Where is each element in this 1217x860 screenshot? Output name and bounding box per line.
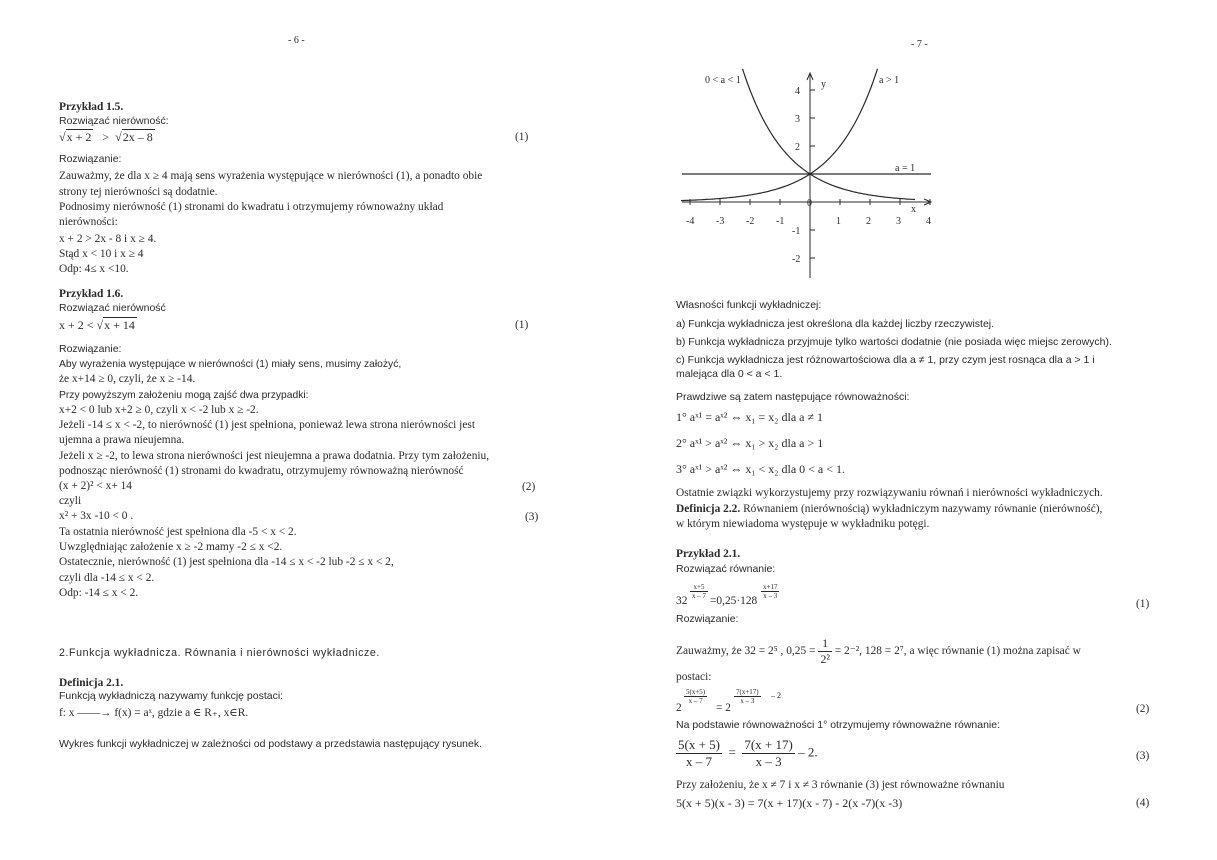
y-tick-label: 3 (795, 114, 800, 125)
text-line: Funkcją wykładniczą nazywamy funkcję postaci: (59, 690, 284, 702)
curve-a-greater-1 (681, 69, 878, 201)
solution-label: Rozwiązanie: (676, 613, 739, 625)
text-line: x + 2 > 2x - 8 i x ≥ 4. (59, 233, 157, 245)
solution-label: Rozwiązanie: (59, 153, 122, 165)
text-line: nierówności: (59, 216, 118, 228)
equation-number: (2) (522, 481, 536, 493)
task-text: Rozwiązać nierówność: (59, 115, 169, 127)
fraction-one-over-two-squared: $\frac{1}{\text{2²}}$ (820, 636, 830, 666)
sqrt-right: 2x – 8 (122, 130, 153, 144)
equation-number: (1) (515, 131, 529, 143)
property-c-cont: malejąca dla 0 < a < 1. (676, 368, 783, 380)
text-line: x+2 < 0 lub x+2 ≥ 0, czyli x < -2 lub x ≥ -2. (59, 404, 259, 416)
definition-text-cont: w którym niewiadoma występuje w wykładniku potęgi. (676, 518, 930, 530)
example-title: Przykład 2.1. (676, 548, 741, 560)
text-line: Jeżeli -14 ≤ x < -2, to nierówność (1) jest spełniona, ponieważ lewa strona nierówności jest (59, 419, 475, 431)
property-a: a) Funkcja wykładnicza jest określona dla każdej liczby rzeczywistej. (676, 318, 995, 330)
text-line: czyli (59, 495, 82, 507)
equation-4: 5(x + 5)(x - 3) = 7(x + 17)(x - 7) - 2(x -7)(x -3) (676, 796, 903, 810)
example-title: Przykład 1.6. (59, 288, 124, 300)
equation-3: x² + 3x -10 < 0 . (59, 510, 134, 522)
equation-middle: =0,25·128 (710, 595, 758, 607)
fraction-left: $\frac{5(x + 5)}{x - 7}$ (678, 737, 720, 769)
y-tick-label: 4 (795, 86, 800, 97)
text-line: Zauważmy, że dla x ≥ 4 mają sens wyrażenia występujące w nierówności (1), a ponadto obie (59, 170, 483, 182)
text-line: Stąd x < 10 i x ≥ 4 (59, 248, 144, 260)
example-title: Przykład 1.5. (59, 101, 124, 113)
exponential-graph (676, 66, 941, 281)
text-line: Ta ostatnia nierówność jest spełniona dla -5 < x < 2. (59, 526, 297, 538)
inequality-left: x + 2 < (59, 318, 94, 332)
text-line: czyli dla -14 ≤ x < 2. (59, 572, 155, 584)
equation-number: (1) (1136, 598, 1150, 610)
text-line: Jeżeli x ≥ -2, to lewa strona nierówności jest nieujemna a prawa dodatnia. Przy tym założeniu, (59, 450, 490, 462)
task-text: Rozwiązać nierówność (59, 302, 166, 314)
exponent-1: $\frac{x+5}{x - 7}$ (692, 583, 706, 600)
text-line: Uwzględniając założenie x ≥ -2 mamy -2 ≤ x <2. (59, 541, 283, 553)
text-line: postaci: (676, 671, 712, 683)
task-text: Rozwiązać równanie: (676, 563, 776, 575)
page-number-left: - 6 - (288, 35, 305, 46)
x-tick-label: 1 (836, 216, 841, 227)
x-tick-label: 2 (866, 216, 871, 227)
inequality-1: √x + 2 > √2x – 8 (59, 130, 153, 144)
text-line: podnosząc nierówność (1) stronami do kwadratu, otrzymujemy równoważną nierówność (59, 465, 464, 477)
x-tick-label: -3 (716, 216, 725, 227)
solution-label: Rozwiązanie: (59, 343, 122, 355)
exponent-2: $\frac{7(x+17)}{x - 3}$ (736, 688, 759, 705)
equation-number: (3) (1136, 750, 1150, 762)
text-line: strony tej nierówności są dodatnie. (59, 186, 218, 198)
base-32: 32 (676, 595, 688, 607)
x-tick-label: -1 (776, 216, 785, 227)
equivalence-3: 3° aˣ¹ > aˣ² ⇔ x₁ < x₂ dla 0 < a < 1. (676, 462, 846, 476)
y-tick-label: -2 (792, 254, 801, 265)
properties-title: Własności funkcji wykładniczej: (676, 299, 822, 311)
y-tick-label: 2 (795, 142, 800, 153)
exponent-1: $\frac{5(x+5)}{x - 7}$ (686, 688, 706, 705)
text-line: Na podstawie równoważności 1° otrzymujemy równoważne równanie: (676, 719, 1001, 731)
equivalence-1: 1° aˣ¹ = aˣ² ⇔ x₁ = x₂ dla a ≠ 1 (676, 410, 824, 424)
text-line: Przy założeniu, że x ≠ 7 i x ≠ 3 równanie (3) jest równoważne równaniu (676, 779, 1005, 791)
notice-text: = 2⁻², 128 = 2⁷, a więc równanie (1) można zapisać w (834, 645, 1081, 658)
text-line: Aby wyrażenia występujące w nierówności (1) miały sens, musimy założyć, (59, 359, 402, 370)
definition-title: Definicja 2.1. (59, 677, 124, 689)
base-2: 2 (676, 702, 682, 714)
notice-text: Zauważmy, że 32 = 2⁵ , 0,25 = (676, 645, 816, 658)
equation-number: (3) (525, 511, 539, 523)
equation-2: (x + 2)² < x+ 14 (59, 480, 132, 492)
equivalences-title: Prawdziwe są zatem następujące równoważności: (676, 391, 910, 403)
page-number-right: - 7 - (911, 39, 928, 50)
definition-title: Definicja 2.2. (676, 503, 741, 515)
notice-line (676, 636, 1081, 667)
text-line: Wykres funkcji wykładniczej w zależności od podstawy a przedstawia następujący rysunek. (59, 738, 483, 750)
x-tick-label: -4 (686, 216, 695, 227)
label-a-gt-1: a > 1 (879, 75, 900, 86)
exponent-2: $\frac{x+17}{x - 3}$ (763, 583, 778, 600)
inequality-1: x + 2 < √x + 14 (59, 318, 135, 332)
text-line: Podnosimy nierówność (1) stronami do kwadratu i otrzymujemy równoważny układ (59, 201, 444, 213)
text-line: Przy powyższym założeniu mogą zajść dwa przypadki: (59, 390, 309, 401)
equation-number: (4) (1136, 797, 1150, 809)
property-c: c) Funkcja wykładnicza jest różnowartościowa dla a ≠ 1, przy czym jest rosnąca dla a > 1 i (676, 354, 1095, 366)
y-tick-label: -1 (792, 226, 801, 237)
text-line: Ostatnie związki wykorzystujemy przy rozwiązywaniu równań i nierówności wykładniczych. (676, 487, 1103, 499)
equation-3: $\frac{5(x + 5)}{x - 7}$ = $\frac{7(x + 17)}{x - 3}$ – 2. (678, 737, 818, 769)
text-line: Odp: -14 ≤ x < 2. (59, 587, 139, 599)
equation-number: (2) (1136, 703, 1150, 715)
x-tick-label: 3 (896, 216, 901, 227)
text-line: ujemna a prawa nieujemna. (59, 434, 185, 446)
equals-2: = 2 (716, 702, 731, 714)
sqrt-right: x + 14 (104, 318, 135, 332)
exponent-tail: – 2 (771, 691, 781, 700)
curve-a-less-1 (743, 69, 916, 200)
x-tick-label: -2 (746, 216, 755, 227)
text-line: Ostatecznie, nierówność (1) jest spełniona dla -14 ≤ x < -2 lub -2 ≤ x < 2, (59, 556, 394, 568)
label-0-lt-a-lt-1: 0 < a < 1 (705, 75, 741, 86)
sqrt-left: x + 2 (66, 130, 92, 144)
section-heading: 2.Funkcja wykładnicza. Równania i nierówności wykładnicze. (59, 647, 380, 659)
equation-tail: – 2. (798, 744, 818, 760)
inequality-operator: > (102, 130, 110, 144)
property-b: b) Funkcja wykładnicza przyjmuje tylko wartości dodatnie (nie posiada więc miejsc zerowych). (676, 336, 1112, 348)
text-line: że x+14 ≥ 0, czyli, że x ≥ -14. (59, 373, 196, 385)
equivalence-2: 2° aˣ¹ > aˣ² ⇔ x₁ > x₂ dla a > 1 (676, 436, 824, 450)
x-tick-label: 0 (807, 198, 812, 209)
x-tick-label: 4 (926, 216, 931, 227)
definition-text: Równaniem (nierównością) wykładniczym nazywamy równanie (nierówność), (740, 503, 1103, 515)
text-line: Odp: 4≤ x <10. (59, 263, 129, 275)
text-line: f: x ——→ f(x) = aˣ, gdzie a ∈ R₊, x∈R. (59, 707, 249, 719)
definition-2-2 (676, 503, 1102, 516)
label-a-equals-1: a = 1 (895, 163, 916, 174)
y-axis-label: y (821, 79, 826, 90)
equation-number: (1) (515, 319, 529, 331)
x-axis-label: x (911, 204, 916, 215)
fraction-right: $\frac{7(x + 17)}{x - 3}$ (744, 737, 793, 769)
